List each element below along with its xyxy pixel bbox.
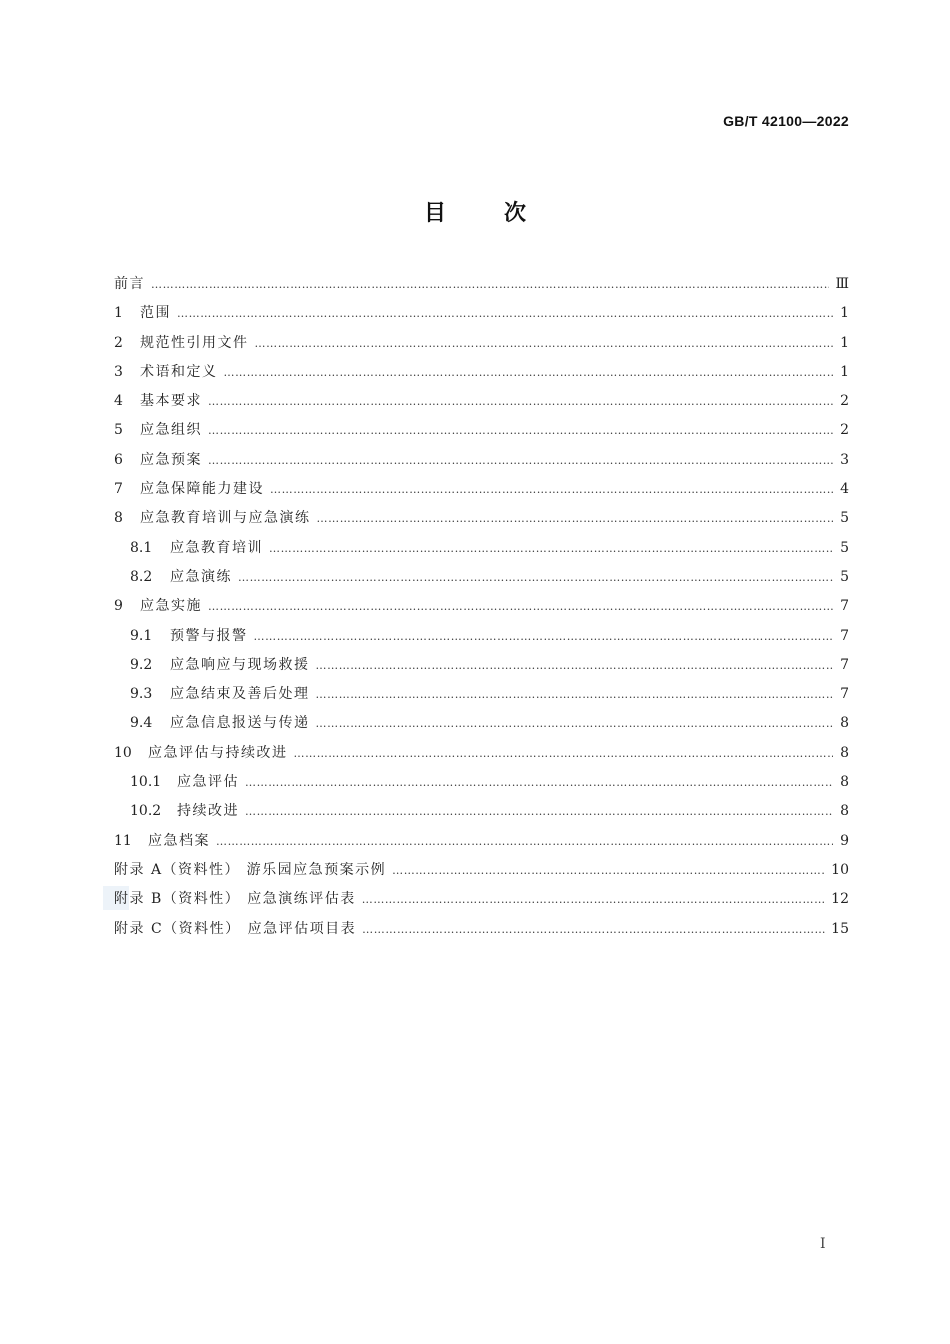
toc-entry-page: 7 — [840, 686, 849, 703]
toc-entry-8[interactable] — [114, 504, 849, 533]
toc-entry-label: 应急演练 — [170, 568, 232, 585]
table-of-contents — [114, 270, 849, 944]
toc-leader-dots — [294, 739, 834, 768]
toc-leader-dots — [392, 856, 825, 885]
toc-entry-number: 8.1 — [130, 539, 153, 556]
toc-entry-3[interactable] — [114, 358, 849, 387]
toc-entry-label: 应急演练评估表 — [247, 891, 356, 908]
toc-entry-page: 1 — [840, 305, 849, 322]
toc-entry-page: 8 — [840, 744, 849, 761]
toc-entry-label: 基本要求 — [140, 393, 202, 410]
toc-leader-dots — [316, 680, 834, 709]
toc-entry-number: 9.4 — [130, 715, 153, 732]
toc-entry-number: 9.2 — [130, 656, 153, 673]
toc-entry-page: 3 — [840, 451, 849, 468]
toc-entry-10[interactable] — [114, 739, 849, 768]
toc-leader-dots — [362, 915, 825, 944]
toc-entry-page: 2 — [840, 422, 849, 439]
toc-leader-dots — [316, 709, 834, 738]
toc-leader-dots — [208, 446, 833, 475]
toc-leader-dots — [317, 504, 834, 533]
toc-entry-label: 游乐园应急预案示例 — [246, 861, 387, 878]
toc-leader-dots — [316, 651, 834, 680]
toc-entry-page: 15 — [831, 920, 849, 937]
toc-entry-label: 应急评估 — [177, 774, 239, 791]
toc-entry-number: 9 — [114, 598, 123, 615]
toc-leader-dots — [238, 563, 833, 592]
toc-entry-page: 7 — [840, 598, 849, 615]
toc-entry-label: 应急结束及善后处理 — [170, 686, 310, 703]
toc-leader-dots — [208, 416, 833, 445]
toc-entry-6[interactable] — [114, 446, 849, 475]
toc-entry-label: 持续改进 — [177, 803, 239, 820]
toc-entry-label: 应急评估项目表 — [247, 920, 357, 937]
toc-leader-dots — [208, 592, 833, 621]
toc-leader-dots — [224, 358, 834, 387]
toc-entry-appendix-b[interactable] — [114, 885, 849, 914]
toc-leader-dots — [255, 329, 834, 358]
toc-entry-label: 术语和定义 — [140, 363, 218, 380]
page-number: Ⅰ — [820, 1236, 826, 1252]
toc-entry-page: 2 — [840, 393, 849, 410]
toc-entry-number: 7 — [114, 481, 123, 498]
toc-entry-number: 4 — [114, 393, 123, 410]
toc-entry-number: 6 — [114, 451, 123, 468]
toc-entry-appendix-a[interactable] — [114, 856, 849, 885]
toc-entry-label: 应急教育培训与应急演练 — [140, 510, 311, 527]
toc-entry-5[interactable] — [114, 416, 849, 445]
toc-entry-label: 前言 — [114, 276, 145, 292]
toc-entry-label: 预警与报警 — [170, 627, 248, 644]
toc-entry-page: 9 — [840, 832, 849, 849]
toc-entry-page: 1 — [840, 334, 849, 351]
toc-entry-9-2[interactable] — [114, 651, 849, 680]
toc-entry-page: 5 — [840, 568, 849, 585]
toc-entry-4[interactable] — [114, 387, 849, 416]
toc-leader-dots — [177, 299, 833, 328]
toc-entry-page: 7 — [840, 656, 849, 673]
toc-entry-number: 10.2 — [130, 803, 162, 820]
toc-entry-2[interactable] — [114, 329, 849, 358]
toc-entry-number: 9.1 — [130, 627, 153, 644]
toc-entry-number: 2 — [114, 334, 123, 351]
toc-entry-number: 附录 B（资料性） — [114, 891, 241, 908]
toc-entry-foreword[interactable] — [114, 270, 849, 299]
toc-entry-page: 8 — [840, 715, 849, 732]
toc-entry-number: 10.1 — [130, 774, 162, 791]
toc-entry-label: 应急实施 — [140, 598, 202, 615]
toc-entry-page: 8 — [840, 774, 849, 791]
toc-entry-number: 附录 C（资料性） — [114, 920, 241, 937]
toc-entry-1[interactable] — [114, 299, 849, 328]
toc-entry-7[interactable] — [114, 475, 849, 504]
toc-entry-9-4[interactable] — [114, 709, 849, 738]
toc-entry-number: 8.2 — [130, 568, 153, 585]
toc-leader-dots — [269, 534, 833, 563]
toc-entry-number: 11 — [114, 832, 132, 849]
toc-entry-number: 10 — [114, 744, 132, 761]
toc-entry-number: 8 — [114, 510, 123, 527]
toc-entry-11[interactable] — [114, 827, 849, 856]
toc-leader-dots — [216, 827, 833, 856]
toc-entry-label: 规范性引用文件 — [140, 334, 249, 351]
toc-leader-dots — [208, 387, 833, 416]
toc-entry-number: 3 — [114, 363, 123, 380]
standard-code: GB/T 42100—2022 — [723, 113, 849, 129]
toc-leader-dots — [151, 270, 829, 299]
toc-entry-label: 应急组织 — [140, 422, 202, 439]
toc-entry-9-3[interactable] — [114, 680, 849, 709]
toc-entry-8-2[interactable] — [114, 563, 849, 592]
toc-leader-dots — [245, 797, 833, 826]
toc-entry-label: 应急档案 — [148, 832, 210, 849]
toc-leader-dots — [254, 622, 834, 651]
toc-entry-number: 附录 A（资料性） — [114, 861, 241, 878]
toc-entry-label: 范围 — [140, 305, 171, 322]
toc-entry-appendix-c[interactable] — [114, 915, 849, 944]
toc-entry-label: 应急响应与现场救援 — [170, 656, 310, 673]
toc-title: 目次 — [423, 201, 584, 226]
toc-entry-page: 5 — [840, 510, 849, 527]
toc-entry-label: 应急教育培训 — [170, 539, 263, 556]
toc-entry-number: 1 — [114, 305, 123, 322]
toc-entry-10-1[interactable] — [114, 768, 849, 797]
toc-entry-page: Ⅲ — [835, 276, 849, 292]
toc-entry-label: 应急预案 — [140, 451, 202, 468]
toc-entry-number: 5 — [114, 422, 123, 439]
toc-entry-10-2[interactable] — [114, 797, 849, 826]
toc-entry-label: 应急信息报送与传递 — [170, 715, 310, 732]
toc-entry-page: 7 — [840, 627, 849, 644]
toc-entry-8-1[interactable] — [114, 534, 849, 563]
toc-entry-page: 12 — [831, 891, 849, 908]
toc-entry-page: 1 — [840, 363, 849, 380]
toc-leader-dots — [245, 768, 833, 797]
toc-entry-label: 应急保障能力建设 — [140, 481, 264, 498]
toc-entry-page: 4 — [840, 481, 849, 498]
toc-leader-dots — [270, 475, 833, 504]
toc-entry-9-1[interactable] — [114, 622, 849, 651]
toc-leader-dots — [362, 885, 825, 914]
toc-entry-page: 8 — [840, 803, 849, 820]
toc-entry-label: 应急评估与持续改进 — [148, 744, 288, 761]
toc-entry-page: 5 — [840, 539, 849, 556]
toc-entry-9[interactable] — [114, 592, 849, 621]
toc-entry-number: 9.3 — [130, 686, 153, 703]
toc-entry-page: 10 — [831, 861, 849, 878]
